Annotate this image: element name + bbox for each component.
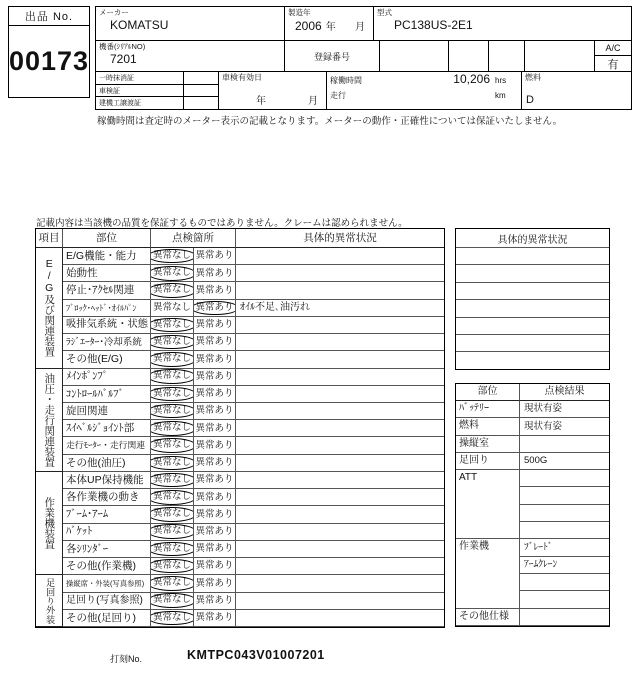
ok-circled: 異常なし — [151, 249, 194, 264]
year-cell — [284, 7, 373, 40]
ok-circled: 異常なし — [151, 611, 194, 626]
part-label: ｺﾝﾄﾛｰﾙﾊﾞﾙﾌﾞ — [63, 386, 151, 403]
part-label: 各作業機の動き — [63, 489, 151, 506]
abnormal-detail-rows — [456, 248, 609, 369]
fuel-label: 燃料 — [525, 73, 541, 82]
remarks-cell — [236, 420, 444, 437]
certificate-label: 車検証 — [96, 85, 184, 96]
check-ng: 異常あり — [194, 593, 236, 610]
check-ok — [151, 420, 194, 437]
remarks-cell — [236, 369, 444, 386]
category-label: 油圧・走行関連装置 — [36, 369, 63, 472]
check-ng: 異常あり — [194, 472, 236, 489]
check-ng: 異常あり — [194, 455, 236, 472]
check-ok — [151, 437, 194, 454]
registration-label: 登録番号 — [313, 51, 350, 62]
remarks-cell — [236, 386, 444, 403]
stamp-number-value: KMTPC043V01007201 — [187, 648, 325, 662]
check-ng: 異常あり — [194, 403, 236, 420]
result-part-label: ATT — [456, 470, 520, 539]
ok-circled: 異常なし — [151, 524, 194, 539]
abnormal-detail-box — [455, 228, 610, 370]
result-value-cell — [520, 609, 609, 626]
check-ng: 異常あり — [194, 489, 236, 506]
meter-note: 稼働時間は査定時のメーター表示の記載となります。メーターの動作・正確性については保証いたしません。 — [97, 116, 563, 127]
remarks-cell — [236, 317, 444, 334]
stamp-number-label: 打刻No. — [110, 654, 143, 664]
check-ok — [151, 506, 194, 523]
ng-circled: 異常あり — [194, 301, 236, 316]
check-ok — [151, 403, 194, 420]
check-ng: 異常あり — [194, 386, 236, 403]
maker-value: KOMATSU — [110, 18, 169, 32]
result-part-label: 燃料 — [456, 418, 520, 435]
ac-cell — [594, 41, 631, 71]
ok-circled: 異常なし — [151, 559, 194, 574]
model-cell — [373, 7, 631, 40]
check-ok — [151, 351, 194, 368]
abnormal-detail-row — [456, 335, 609, 352]
check-ng: 異常あり — [194, 282, 236, 299]
part-label: 吸排気系統・状態 — [63, 317, 151, 334]
check-ok — [151, 265, 194, 282]
serial-cell — [96, 41, 284, 71]
check-ok — [151, 248, 194, 265]
result-value-cell: 500G — [520, 453, 609, 470]
part-label: ﾒｲﾝﾎﾟﾝﾌﾟ — [63, 369, 151, 386]
check-ok — [151, 472, 194, 489]
category-label: 作業機装置 — [36, 472, 63, 575]
ok-circled: 異常なし — [151, 283, 194, 298]
check-ng: 異常あり — [194, 351, 236, 368]
column-header-part: 部位 — [63, 229, 151, 248]
shaken-year-unit: 年 — [256, 96, 266, 107]
certificate-value — [184, 72, 218, 84]
part-label: その他(E/G) — [63, 351, 151, 368]
ok-circled: 異常なし — [151, 352, 194, 367]
remarks-cell — [236, 506, 444, 523]
lot-number-box — [8, 6, 90, 98]
ok-circled: 異常なし — [151, 438, 194, 453]
empty-cell — [379, 41, 448, 71]
shaken-cell — [218, 72, 326, 109]
check-ok — [151, 524, 194, 541]
check-ng: 異常あり — [194, 420, 236, 437]
check-ng: 異常あり — [194, 506, 236, 523]
remarks-cell — [236, 472, 444, 489]
result-part-label: 足回り — [456, 453, 520, 470]
check-ng: 異常あり — [194, 524, 236, 541]
abnormal-detail-row — [456, 265, 609, 282]
check-ok — [151, 575, 194, 592]
remarks-cell — [236, 593, 444, 610]
part-label: その他(足回り) — [63, 610, 151, 627]
result-value-cell: ｱｰﾑｸﾚｰﾝ — [520, 557, 609, 574]
remarks-cell — [236, 455, 444, 472]
certificate-label: 一時抹消証 — [96, 72, 184, 84]
check-ok — [151, 489, 194, 506]
remarks-cell — [236, 437, 444, 454]
ok-circled: 異常なし — [151, 369, 194, 384]
check-ok — [151, 558, 194, 575]
remarks-cell — [236, 265, 444, 282]
check-ok: 異常なし — [151, 300, 194, 317]
remarks-cell — [236, 248, 444, 265]
part-label: 操縦席・外装(写真参照) — [63, 575, 151, 592]
check-ng: 異常あり — [194, 437, 236, 454]
part-label: 本体UP保持機能 — [63, 472, 151, 489]
result-value-cell: 現状有姿 — [520, 418, 609, 435]
ok-circled: 異常なし — [151, 404, 194, 419]
part-label: 始動性 — [63, 265, 151, 282]
result-part-label: ﾊﾞｯﾃﾘｰ — [456, 401, 520, 418]
serial-label: 機番(ｼﾘｱﾙNO) — [99, 42, 146, 51]
check-ok — [151, 369, 194, 386]
ok-circled: 異常なし — [151, 473, 194, 488]
abnormal-detail-row — [456, 300, 609, 317]
ok-circled: 異常なし — [151, 318, 194, 333]
part-label: その他(油圧) — [63, 455, 151, 472]
certificate-label: 建機工譲渡証 — [96, 97, 184, 108]
serial-value: 7201 — [110, 52, 137, 66]
column-header-remarks: 具体的異常状況 — [236, 229, 444, 248]
result-part-label: 作業機 — [456, 539, 520, 608]
result-part-label: 操縦室 — [456, 436, 520, 453]
result-part-label: その他仕様 — [456, 609, 520, 626]
check-ok — [151, 455, 194, 472]
result-column-header-part: 部位 — [456, 384, 520, 401]
check-ok — [151, 282, 194, 299]
part-label: 足回り(写真参照) — [63, 593, 151, 610]
shaken-month-unit: 月 — [308, 96, 318, 107]
lot-number-value: 00173 — [8, 45, 90, 76]
abnormal-detail-row — [456, 283, 609, 300]
remarks-cell — [236, 334, 444, 351]
model-label: 型式 — [377, 8, 392, 17]
ok-circled: 異常なし — [151, 456, 194, 471]
column-header-check: 点検箇所 — [151, 229, 236, 248]
part-label: ﾗｼﾞｴｰﾀｰ･冷却系統 — [63, 334, 151, 351]
abnormal-detail-title: 具体的異常状況 — [456, 229, 609, 248]
empty-cell — [488, 41, 524, 71]
part-label: 旋回関連 — [63, 403, 151, 420]
remarks-cell — [236, 403, 444, 420]
remarks-cell — [236, 610, 444, 627]
ok-circled: 異常なし — [151, 387, 194, 402]
abnormal-detail-row — [456, 318, 609, 335]
check-ok — [151, 386, 194, 403]
shaken-label: 車検有効日 — [222, 73, 262, 82]
part-label: 各ｼﾘﾝﾀﾞｰ — [63, 541, 151, 558]
ok-circled: 異常なし — [151, 593, 194, 608]
hours-label: 稼働時間 — [330, 76, 362, 85]
remarks-cell — [236, 489, 444, 506]
check-ng: 異常あり — [194, 541, 236, 558]
ac-label: A/C — [595, 41, 631, 56]
certificate-value — [184, 85, 218, 96]
check-ng: 異常あり — [194, 369, 236, 386]
year-value: 2006 — [295, 19, 322, 33]
remarks-cell — [236, 541, 444, 558]
ok-circled: 異常なし — [151, 507, 194, 522]
check-ng: 異常あり — [194, 334, 236, 351]
result-value-cell — [520, 505, 609, 522]
remarks-cell — [236, 558, 444, 575]
part-label: ｽｲﾍﾞﾙｼﾞｮｲﾝﾄ部 — [63, 420, 151, 437]
result-value-cell: ﾌﾞﾚｰﾄﾞ — [520, 539, 609, 556]
result-value-cell — [520, 522, 609, 539]
ok-circled: 異常なし — [151, 266, 194, 281]
travel-label: 走行 — [330, 91, 346, 100]
certificate-row — [96, 96, 218, 108]
result-value-cell — [520, 574, 609, 591]
remarks-cell — [236, 351, 444, 368]
maker-cell — [96, 7, 284, 40]
ok-circled: 異常なし — [151, 490, 194, 505]
part-label: ﾌﾞｰﾑ･ｱｰﾑ — [63, 506, 151, 523]
part-label: 走行ﾓｰﾀｰ・走行関連 — [63, 437, 151, 454]
check-ok — [151, 593, 194, 610]
travel-unit: km — [495, 91, 506, 100]
result-value-cell — [520, 591, 609, 608]
check-ng: 異常あり — [194, 558, 236, 575]
part-label: ﾊﾞｹｯﾄ — [63, 524, 151, 541]
check-ng: 異常あり — [194, 317, 236, 334]
check-ng: 異常あり — [194, 265, 236, 282]
part-label: その他(作業機) — [63, 558, 151, 575]
registration-cell — [284, 41, 379, 71]
remarks-cell — [236, 282, 444, 299]
inspection-table — [35, 228, 445, 628]
column-header-item: 項目 — [36, 229, 63, 248]
check-ng: 異常あり — [194, 575, 236, 592]
result-value-cell — [520, 487, 609, 504]
fuel-value: D — [526, 94, 534, 106]
check-ng: 異常あり — [194, 248, 236, 265]
disclaimer-note: 記載内容は当該機の品質を保証するものではありません。クレームは認められません。 — [36, 218, 408, 229]
check-ok — [151, 334, 194, 351]
certificate-value — [184, 97, 218, 108]
check-ng: 異常あり — [194, 610, 236, 627]
year-unit: 年 — [325, 22, 336, 33]
certificate-row — [96, 84, 218, 96]
model-value: PC138US-2E1 — [394, 18, 473, 32]
result-column-header-result: 点検結果 — [520, 384, 609, 401]
check-ok — [151, 317, 194, 334]
ok-circled: 異常なし — [151, 576, 194, 591]
result-value-cell — [520, 436, 609, 453]
check-ng — [194, 300, 236, 317]
remarks-cell: ｵｲﾙ不足､油汚れ — [236, 300, 444, 317]
machine-info-block — [95, 6, 632, 110]
result-value-cell: 現状有姿 — [520, 401, 609, 418]
check-ok — [151, 610, 194, 627]
result-table — [455, 383, 610, 627]
ok-circled: 異常なし — [151, 542, 194, 557]
part-label: ﾌﾞﾛｯｸ･ﾍｯﾄﾞ･ｵｲﾙﾊﾟﾝ — [63, 300, 151, 317]
certificate-row — [96, 72, 218, 84]
empty-cell — [524, 41, 594, 71]
remarks-cell — [236, 575, 444, 592]
ok-circled: 異常なし — [151, 335, 194, 350]
category-label: E/G及び関連装置 — [36, 248, 63, 369]
abnormal-detail-row — [456, 352, 609, 368]
hours-value: 10,206 — [453, 72, 490, 86]
lot-number-label: 出品 No. — [9, 7, 89, 26]
part-label: E/G機能・能力 — [63, 248, 151, 265]
ac-value: 有 — [607, 59, 619, 71]
month-unit: 月 — [355, 22, 365, 33]
year-label: 製造年 — [288, 8, 311, 17]
certificates-cell — [96, 72, 218, 109]
category-label: 足回り外装 — [36, 575, 63, 627]
remarks-cell — [236, 524, 444, 541]
part-label: 停止･ｱｸｾﾙ関連 — [63, 282, 151, 299]
empty-cell — [448, 41, 488, 71]
abnormal-detail-row — [456, 248, 609, 265]
hours-unit: hrs — [495, 76, 507, 85]
result-value-cell — [520, 470, 609, 487]
ok-circled: 異常なし — [151, 421, 194, 436]
maker-label: メーカー — [99, 8, 129, 17]
fuel-cell — [521, 72, 631, 109]
check-ok — [151, 541, 194, 558]
hours-cell — [326, 72, 521, 109]
